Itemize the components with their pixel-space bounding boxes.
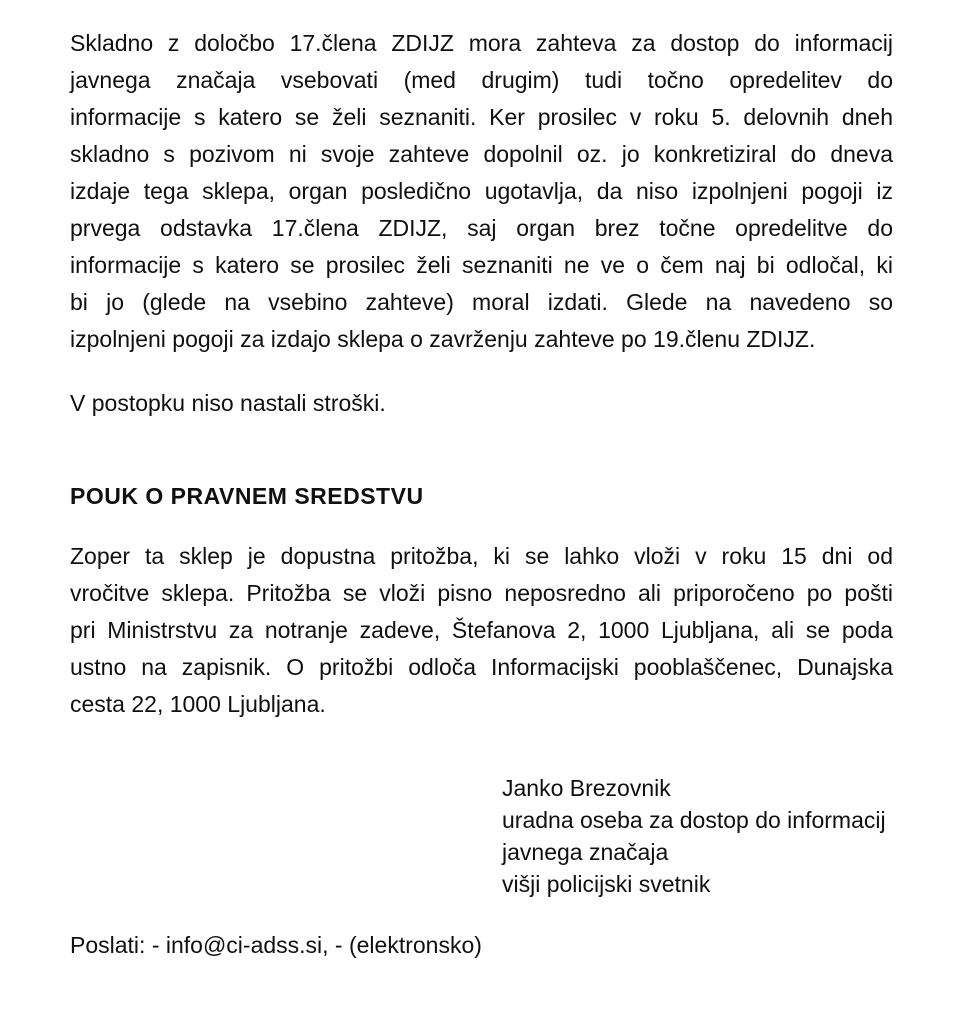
paragraph-appeal-line-2: vročitve sklepa. Pritožba se vloži pisno neposredno ali priporočeno po pošti xyxy=(70,580,893,606)
costs-statement: V postopku niso nastali stroški. xyxy=(70,390,386,416)
paragraph-appeal-line-5: cesta 22, 1000 Ljubljana. xyxy=(70,691,326,717)
distribution-line: Poslati: - info@ci-adss.si, - (elektronsko) xyxy=(70,932,482,958)
signatory-title-line-3: višji policijski svetnik xyxy=(502,871,711,897)
signatory-title-line-1: uradna oseba za dostop do informacij xyxy=(502,807,886,833)
paragraph-finding-line-3: informacije s katero se želi seznaniti. Ker prosilec v roku 5. delovnih dneh xyxy=(70,104,893,130)
paragraph-finding-line-6: prvega odstavka 17.člena ZDIJZ, saj organ brez točne opredelitve do xyxy=(70,215,893,241)
signature-block xyxy=(502,772,962,900)
paragraph-appeal-line-3: pri Ministrstvu za notranje zadeve, Štefanova 2, 1000 Ljubljana, ali se poda xyxy=(70,617,893,643)
paragraph-finding-line-7: informacije s katero se prosilec želi seznaniti ne ve o čem naj bi odločal, ki xyxy=(70,252,893,278)
signatory-name: Janko Brezovnik xyxy=(502,775,671,801)
paragraph-finding-line-8: bi jo (glede na vsebino zahteve) moral izdati. Glede na navedeno so xyxy=(70,289,893,315)
paragraph-finding-line-1: Skladno z določbo 17.člena ZDIJZ mora zahteva za dostop do informacij xyxy=(70,30,893,56)
legal-remedy-heading: POUK O PRAVNEM SREDSTVU xyxy=(70,483,424,509)
paragraph-appeal-line-4: ustno na zapisnik. O pritožbi odloča Informacijski pooblaščenec, Dunajska xyxy=(70,654,893,680)
paragraph-finding-line-4: skladno s pozivom ni svoje zahteve dopolnil oz. jo konkretiziral do dneva xyxy=(70,141,893,167)
paragraph-appeal xyxy=(70,538,893,723)
signatory-title-line-2: javnega značaja xyxy=(502,839,669,865)
paragraph-appeal-line-1: Zoper ta sklep je dopustna pritožba, ki se lahko vloži v roku 15 dni od xyxy=(70,543,893,569)
paragraph-finding xyxy=(70,25,893,358)
paragraph-finding-line-2: javnega značaja vsebovati (med drugim) tudi točno opredelitev do xyxy=(70,67,893,93)
paragraph-finding-line-9: izpolnjeni pogoji za izdajo sklepa o zavrženju zahteve po 19.členu ZDIJZ. xyxy=(70,326,816,352)
paragraph-finding-line-5: izdaje tega sklepa, organ posledično ugotavlja, da niso izpolnjeni pogoji iz xyxy=(70,178,893,204)
